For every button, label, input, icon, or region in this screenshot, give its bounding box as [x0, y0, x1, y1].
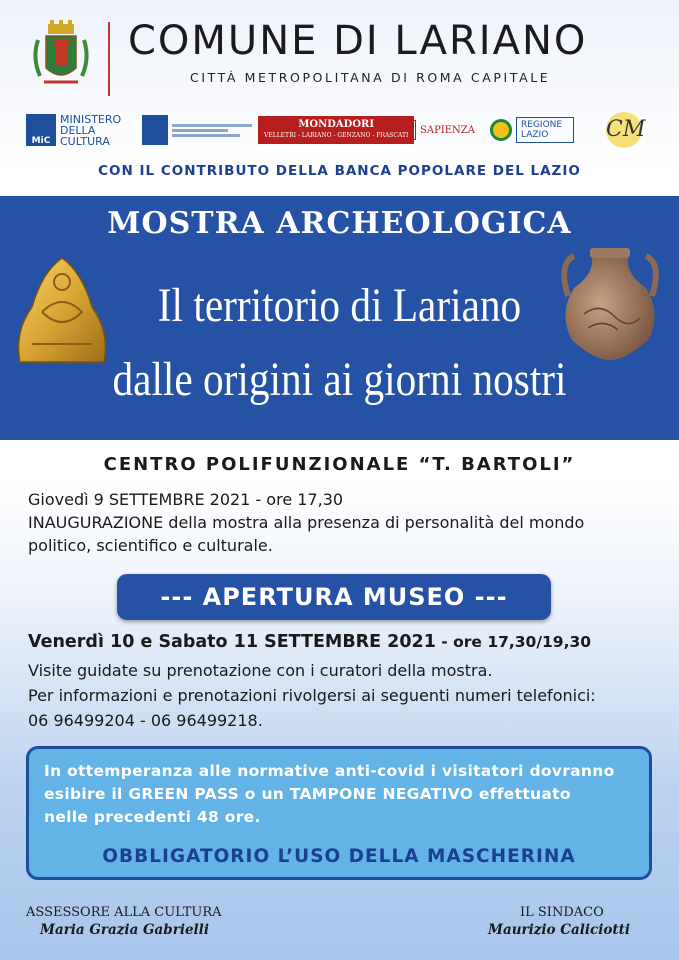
sindaco-role: IL SINDACO — [520, 905, 604, 920]
header-divider — [108, 22, 110, 96]
apertura-museo-banner: --- APERTURA MUSEO --- — [117, 574, 551, 620]
inaugurazione-strong: INAUGURAZIONE — [28, 513, 164, 532]
regione-lazio-icon — [490, 119, 512, 141]
phone-numbers: 06 96499204 - 06 96499218. — [28, 711, 263, 730]
inaugurazione-line1 — [28, 513, 584, 532]
inaugurazione-line2: politico, scientifico e culturale. — [28, 536, 273, 555]
covid-line1: In ottemperanza alle normative anti-covid i visitatori dovranno — [44, 762, 615, 780]
mondadori-sub: VELLETRI - LARIANO - GENZANO - FRASCATI — [264, 132, 409, 139]
sapienza-label: SAPIENZA — [420, 124, 475, 136]
info-text: Per informazioni e prenotazioni rivolgersi ai seguenti numeri telefonici: — [28, 686, 596, 705]
banner-heading: MOSTRA ARCHEOLOGICA — [107, 206, 572, 241]
covid-notice-text — [44, 760, 644, 829]
consorzio-label: CONSORZIO CASTELLI — [382, 120, 416, 140]
logo-cm — [606, 108, 646, 152]
logo-ministero — [26, 108, 128, 152]
apertura-dates — [28, 632, 591, 652]
soprintendenza-icon — [142, 115, 168, 145]
apertura-hours: - ore 17,30/19,30 — [435, 633, 592, 651]
comune-crest-icon — [26, 18, 96, 98]
inaugurazione-date: Giovedì 9 SETTEMBRE 2021 - ore 17,30 — [28, 490, 344, 509]
logo-regione-lazio — [490, 108, 574, 152]
visite-text: Visite guidate su prenotazione con i curatori della mostra. — [28, 661, 493, 680]
page-title: COMUNE DI LARIANO — [128, 18, 588, 64]
banner-title-line2: dalle origini ai giorni nostri — [112, 353, 567, 406]
page-subtitle: CITTÀ METROPOLITANA DI ROMA CAPITALE — [190, 70, 551, 85]
inaugurazione-rest: della mostra alla presenza di personalità del mondo — [163, 513, 585, 532]
venue-heading: CENTRO POLIFUNZIONALE “T. BARTOLI” — [103, 454, 576, 475]
regione-lazio-label: REGIONE LAZIO — [516, 117, 574, 143]
apertura-dates-text: Venerdì 10 e Sabato 11 SETTEMBRE 2021 — [28, 632, 436, 652]
covid-line3: nelle precedenti 48 ore. — [44, 808, 261, 826]
sindaco-name: Maurizio Caliciotti — [488, 922, 630, 938]
contributo-text: CON IL CONTRIBUTO DELLA BANCA POPOLARE DEL LAZIO — [98, 163, 581, 179]
logo-consorzio-sapienza — [382, 108, 475, 152]
mondadori-label: MONDADORI — [298, 119, 375, 130]
ministero-label: MINISTERO DELLA CULTURA — [60, 112, 122, 148]
soprintendenza-label — [172, 122, 252, 139]
cm-icon: CM — [606, 112, 642, 148]
banner-title-line1: Il territorio di Lariano — [157, 279, 522, 332]
covid-line2: esibire il GREEN PASS o un TAMPONE NEGATIVO effettuato — [44, 785, 571, 803]
logo-soprintendenza — [142, 108, 252, 152]
mask-notice: OBBLIGATORIO L’USO DELLA MASCHERINA — [102, 846, 576, 867]
assessore-name: Maria Grazia Gabrielli — [40, 922, 209, 938]
assessore-role: ASSESSORE ALLA CULTURA — [26, 905, 222, 920]
mic-icon: MiC — [26, 114, 56, 146]
